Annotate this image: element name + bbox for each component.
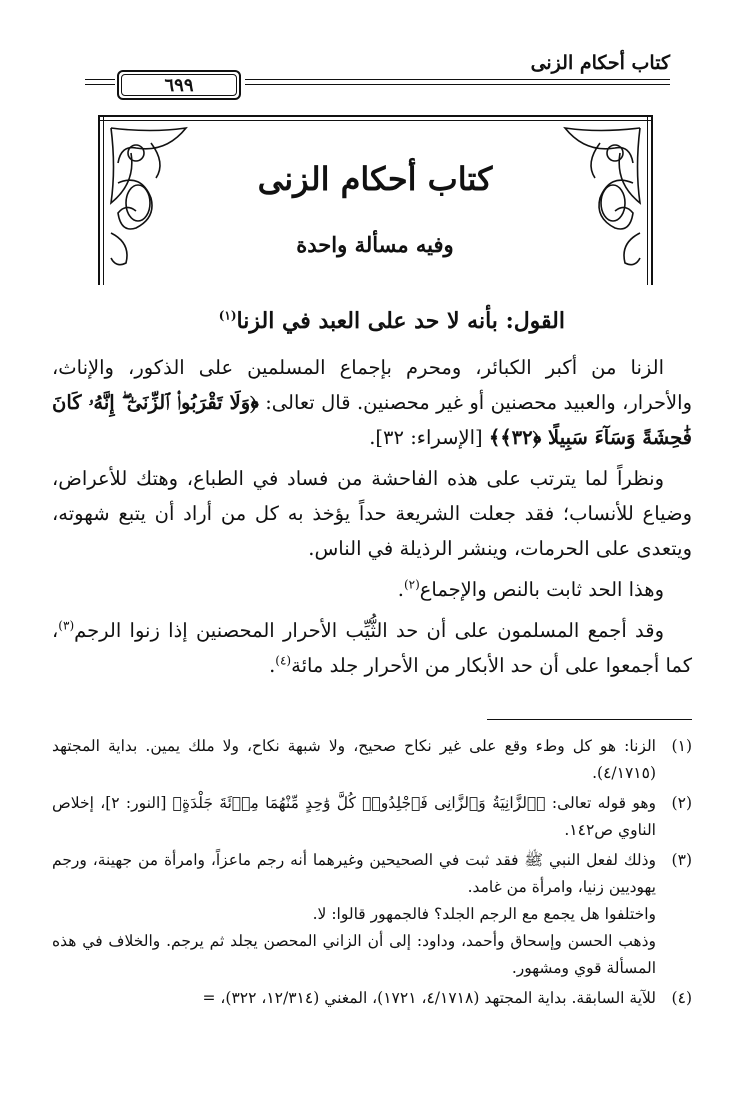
paragraph-3 xyxy=(52,572,692,607)
body-text xyxy=(52,350,692,689)
paragraph-3-end: . xyxy=(397,578,404,601)
footnotes xyxy=(52,733,692,1015)
footnote-number: (٢) xyxy=(671,794,692,812)
footnote-1 xyxy=(52,733,692,787)
page-number xyxy=(117,70,241,100)
paragraph-4-text-b: ، كما أجمعوا على أن حد الأبكار من الأحرار جلد مائة xyxy=(52,619,692,677)
paragraph-4-text-a: وقد أجمع المسلمون على أن حد الثُّيِّب الأحرار المحصنين إذا زنوا الرجم xyxy=(74,619,664,642)
verse-reference: [الإسراء: ٣٢]. xyxy=(369,426,483,449)
section-heading-text: القول: بأنه لا حد على العبد في الزنا xyxy=(236,308,565,334)
header-rule xyxy=(245,79,670,85)
paragraph-1-text: الزنا من أكبر الكبائر، ومحرم بإجماع المسلمين على الذكور، والإناث، والأحرار، والعبيد محصنين أو غير محصنين. قال تعالى: xyxy=(52,356,692,414)
footnote-line: للآية السابقة. بداية المجتهد (٤/١٧١٨، ١٧٢١)، المغني (١٢/٣١٤، ٣٢٢)، = xyxy=(202,989,656,1007)
paragraph-1 xyxy=(52,350,692,455)
section-heading xyxy=(219,308,565,334)
footnote-ref-2[interactable]: (٢) xyxy=(403,577,420,592)
footnote-line: وهو قوله تعالى: ﴿ٱلزَّانِيَةُ وَٱلزَّانِى فَٱجْلِدُوا۟ كُلَّ وَٰحِدٍ مِّنْهُمَا مِا۟ئَةَ جَلْدَةٍ﴾ [النور: ٢]، إخلاص الناوي ص١٤٢. xyxy=(52,794,657,839)
running-title: كتاب أحكام الزنى xyxy=(530,52,670,74)
paragraph-3-text: وهذا الحد ثابت بالنص والإجماع xyxy=(419,578,664,601)
footnote-number: (٣) xyxy=(671,851,692,869)
paragraph-4-end: . xyxy=(269,654,276,677)
quran-verse: ﴿وَلَا تَقْرَبُوا۟ ٱلزِّنَىٰٓ ۖ إِنَّهُۥ كَانَ فَٰحِشَةً وَسَآءَ سَبِيلًا ﴿٣٢﴾﴾ xyxy=(52,391,692,449)
footnote-number: (١) xyxy=(671,737,692,755)
footnote-3 xyxy=(52,847,692,982)
paragraph-2: ونظراً لما يترتب على هذه الفاحشة من فساد في الطباع، وهتك للأعراض، وضياع للأنساب؛ فقد جعلت الشريعة حداً يؤخذ به كل من أراد أن يتبع شهوته، ويتعدى على الحرمات، وينشر الرذيلة في الناس. xyxy=(52,467,692,560)
book-subtitle: وفيه مسألة واحدة xyxy=(296,232,454,257)
footnote-ref-4[interactable]: (٤) xyxy=(275,653,292,668)
header-rule-left xyxy=(85,79,115,85)
footnote-number: (٤) xyxy=(671,989,692,1007)
page-number-text: ٦٩٩ xyxy=(164,74,194,96)
footnote-line: واختلفوا هل يجمع مع الرجم الجلد؟ فالجمهور قالوا: لا. xyxy=(312,905,656,923)
footnote-4 xyxy=(52,985,692,1012)
footnote-2 xyxy=(52,790,692,844)
footnote-line: وذلك لفعل النبي ﷺ فقد ثبت في الصحيحين وغيرهما أنه رجم ماعزاً، وامرأة من جهينة، ورجم يهوديين زنيا، وامرأة من غامد. xyxy=(52,851,656,896)
footnote-line: الزنا: هو كل وطء وقع على غير نكاح صحيح، ولا شبهة نكاح، ولا ملك يمين. بداية المجتهد (٤/١٧١٥). xyxy=(52,737,656,782)
title-frame xyxy=(98,115,653,285)
footnote-line: وذهب الحسن وإسحاق وأحمد، وداود: إلى أن الزاني المحصن يجلد ثم يرجم. والخلاف في هذه المسألة قوي ومشهور. xyxy=(52,932,656,977)
paragraph-4 xyxy=(52,613,692,683)
footnote-ref-1[interactable]: (١) xyxy=(218,308,237,323)
footnote-ref-3[interactable]: (٣) xyxy=(58,618,75,633)
book-title: كتاب أحكام الزنى xyxy=(257,160,493,198)
footnote-rule xyxy=(487,719,692,720)
